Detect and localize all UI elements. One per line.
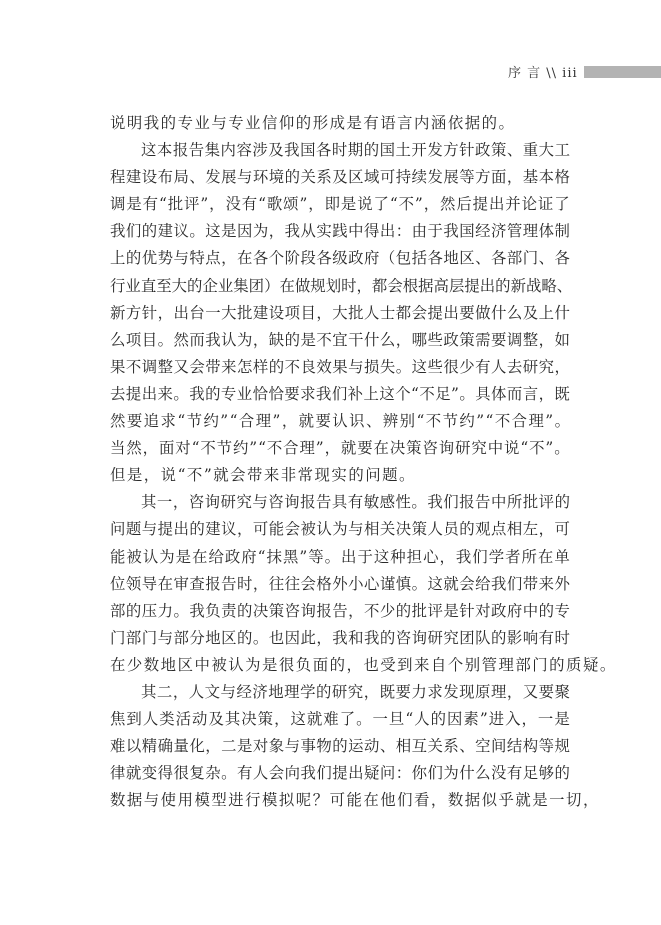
text-line: 行 业 直 至 大 的 企 业 集 团 ） 在 做 规 划 时 ， 都 会 根 据 高 层 提 出 的 新 战 略 、 xyxy=(110,276,573,295)
text-line: 问 题 与 提 出 的 建 议 ， 可 能 会 被 认 为 与 相 关 决 策 人 员 的 观 点 相 左 ， 可 xyxy=(110,520,570,539)
text-line: 但是，说“不”就会带来非常现实的问题。 xyxy=(110,466,416,485)
text-line: 果 不 调 整 又 会 带 来 怎 样 的 不 良 效 果 与 损 失 。 这 些 很 少 有 人 去 研 究 ， xyxy=(110,357,570,376)
text-line: 位 领 导 在 审 查 报 告 时 ， 往 往 会 格 外 小 心 谨 慎 。 这 就 会 给 我 们 带 来 外 xyxy=(110,574,570,593)
text-line: 焦 到 人 类 活 动 及 其 决 策 ， 这 就 难 了 。 一 旦 “ 人 的 因 素 ” 进 入 ， 一 是 xyxy=(110,710,570,729)
text-line: 其 二 ， 人 文 与 经 济 地 理 学 的 研 究 ， 既 要 力 求 发 现 原 理 ， 又 要 聚 xyxy=(141,682,570,701)
body-text xyxy=(110,110,617,814)
text-line: 上 的 优 势 与 特 点 ， 在 各 个 阶 段 各 级 政 府 （ 包 括 各 地 区 、 各 部 门 、 各 xyxy=(110,249,570,268)
running-header xyxy=(0,62,661,82)
header-bar xyxy=(584,66,661,78)
text-line: 新 方 针 ， 出 台 一 大 批 建 设 项 目 ， 大 批 人 士 都 会 提 出 要 做 什 么 及 上 什 xyxy=(110,303,570,322)
text-line: 其 一 ， 咨 询 研 究 与 咨 询 报 告 具 有 敏 感 性 。 我 们 报 告 中 所 批 评 的 xyxy=(141,493,570,512)
text-line: 数据与使用模型进行模拟呢？可能在他们看，数据似乎就是一切， xyxy=(110,791,600,810)
text-line: 程 建 设 布 局 、 发 展 与 环 境 的 关 系 及 区 域 可 持 续 发 展 等 方 面 ， 基 本 格 xyxy=(110,168,570,187)
text-line: 调 是 有 “ 批 评 ” ， 没 有 “ 歌 颂 ” ， 即 是 说 了 “ 不 ” ， 然 后 提 出 并 论 证 了 xyxy=(110,195,570,214)
paragraph xyxy=(110,679,600,814)
text-line: 门 部 门 与 部 分 地 区 的 。 也 因 此 ， 我 和 我 的 咨 询 研 究 团 队 的 影 响 有 时 xyxy=(110,628,570,647)
text-line: 我 们 的 建 议 。 这 是 因 为 ， 我 从 实 践 中 得 出 ： 由 于 我 国 经 济 管 理 体 制 xyxy=(110,222,570,241)
text-line: 去 提 出 来 。 我 的 专 业 恰 恰 要 求 我 们 补 上 这 个 “ 不 足 ” 。 具 体 而 言 ， 既 xyxy=(110,384,570,403)
text-line: 么 项 目 。 然 而 我 认 为 ， 缺 的 是 不 宜 干 什 么 ， 哪 些 政 策 需 要 调 整 ， 如 xyxy=(110,330,570,349)
text-line: 部 的 压 力 。 我 负 责 的 决 策 咨 询 报 告 ， 不 少 的 批 评 是 针 对 政 府 中 的 专 xyxy=(110,601,570,620)
text-line: 然 要 追 求 “ 节 约 ” “ 合 理 ” ， 就 要 认 识 、 辨 别 “ 不 节 约 ” “ 不 合 理 ” 。 xyxy=(110,412,570,431)
text-line: 当 然 ， 面 对 “ 不 节 约 ” “ 不 合 理 ” ， 就 要 在 决 策 咨 询 研 究 中 说 “ 不 ” 。 xyxy=(110,439,570,458)
paragraph xyxy=(110,489,617,679)
text-line: 在少数地区中被认为是很负面的，也受到来自个别管理部门的质疑。 xyxy=(110,655,617,674)
text-line: 这 本 报 告 集 内 容 涉 及 我 国 各 时 期 的 国 土 开 发 方 针 政 策 、 重 大 工 xyxy=(141,141,570,160)
paragraph xyxy=(110,137,573,489)
running-head-text: 序 言 \\ iii xyxy=(508,66,578,81)
text-line: 律 就 变 得 很 复 杂 。 有 人 会 向 我 们 提 出 疑 问 ： 你 们 为 什 么 没 有 足 够 的 xyxy=(110,764,570,783)
text-line: 能 被 认 为 是 在 给 政 府 “ 抹 黑 ” 等 。 出 于 这 种 担 心 ， 我 们 学 者 所 在 单 xyxy=(110,547,570,566)
text-line: 难 以 精 确 量 化 ， 二 是 对 象 与 事 物 的 运 动 、 相 互 关 系 、 空 间 结 构 等 规 xyxy=(110,737,570,756)
paragraph xyxy=(110,110,570,137)
text-line: 说明我的专业与专业信仰的形成是有语言内涵依据的。 xyxy=(110,114,516,132)
